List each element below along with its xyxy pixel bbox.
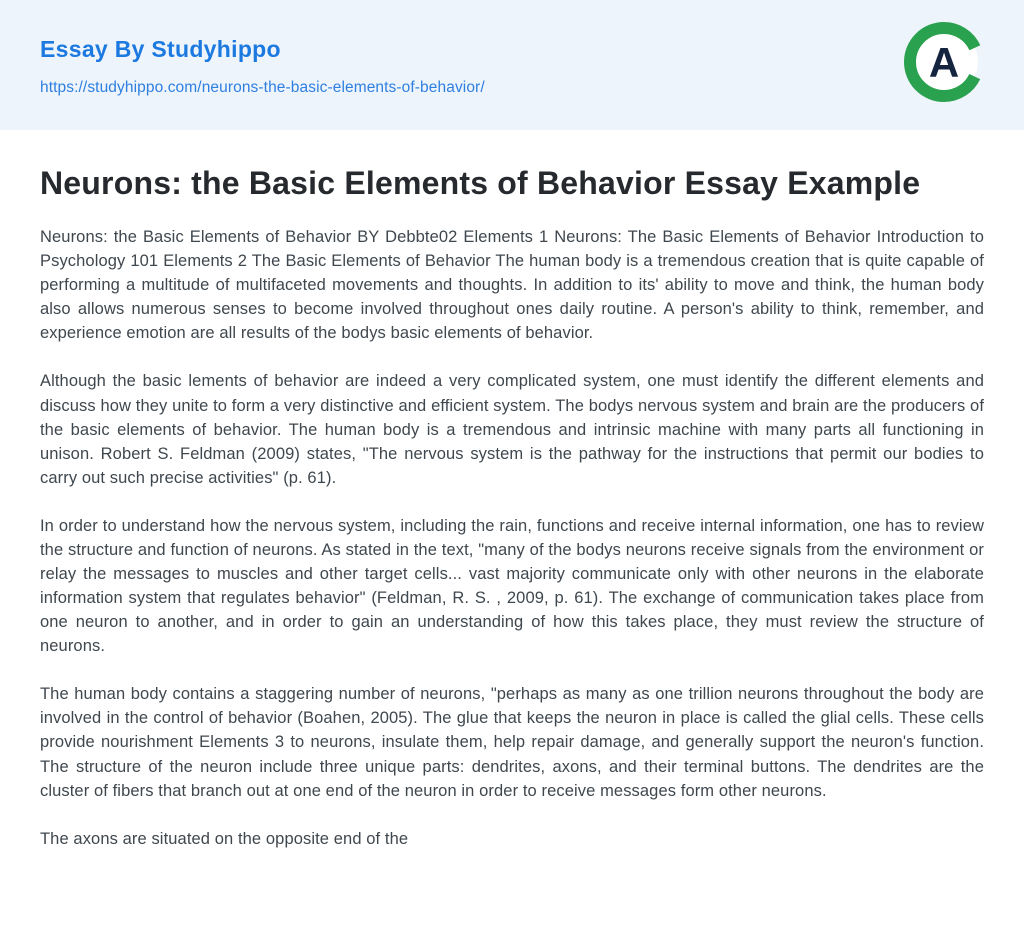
essay-title: Neurons: the Basic Elements of Behavior Essay Example — [40, 165, 921, 201]
essay-paragraph: Neurons: the Basic Elements of Behavior BY Debbte02 Elements 1 Neurons: The Basic Elements of Behavior Introduction to Psychology 101 Elements 2 The Basic Elements of Behavior The human body is a tremendous creation that is quite capable of performing a multitude of multifaceted movements and thoughts. In addition to its' ability to move and think, the human body also allows numerous senses to become involved throughout ones daily routine. A person's ability to think, remember, and experience emotion are all results of the bodys basic elements of behavior. — [40, 228, 984, 343]
essay-paragraph: In order to understand how the nervous system, including the rain, functions and receive internal information, one has to review the structure and function of neurons. As stated in the text, "many of the bodys neurons receive signals from the environment or relay the messages to muscles and other target cells... vast majority communicate only with other neurons in the elaborate information system that regulates behavior" (Feldman, R. S. , 2009, p. 61). The exchange of communication takes place from one neuron to another, and in order to gain an understanding of how this takes place, they must review the structure of neurons. — [40, 516, 984, 656]
logo-a-icon — [902, 20, 986, 104]
essay-paragraph: The axons are situated on the opposite end of the — [40, 829, 409, 848]
essay-paragraph: The human body contains a staggering number of neurons, "perhaps as many as one trillion neurons throughout the body are involved in the control of behavior (Boahen, 2005). The glue that keeps the neuron in place is called the glial cells. These cells provide nourishment Elements 3 to neurons, insulate them, help repair damage, and generally support the neuron's function. The structure of the neuron include three unique parts: dendrites, axons, and their terminal buttons. The dendrites are the cluster of fibers that branch out at one end of the neuron in order to receive messages form other neurons. — [40, 685, 984, 800]
studyhippo-logo — [902, 20, 986, 104]
source-url-link[interactable]: https://studyhippo.com/neurons-the-basic-elements-of-behavior/ — [40, 79, 485, 96]
page-header — [0, 0, 1024, 130]
site-title: Essay By Studyhippo — [40, 36, 281, 62]
essay-content — [0, 130, 1024, 851]
logo-letter: A — [928, 39, 960, 86]
essay-paragraph: Although the basic lements of behavior are indeed a very complicated system, one must identify the different elements and discuss how they unite to form a very distinctive and efficient system. The bodys nervous system and brain are the producers of the basic elements of behavior. The human body is a tremendous and intrinsic machine with many parts all functioning in unison. Robert S. Feldman (2009) states, "The nervous system is the pathway for the instructions that permit our bodies to carry out such precise activities" (p. 61). — [40, 372, 984, 487]
